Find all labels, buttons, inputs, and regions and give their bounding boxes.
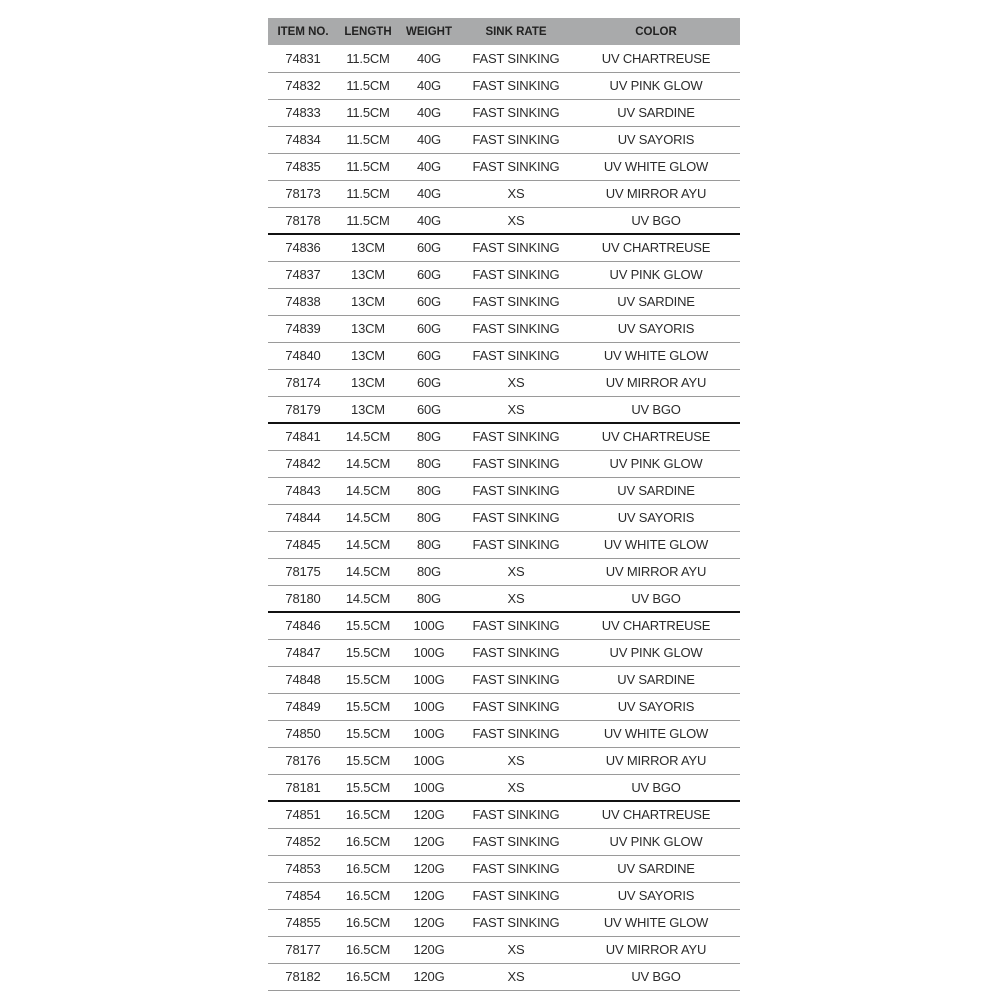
weight-cell: 100G [413,618,445,634]
color-cell: UV SAYORIS [617,888,695,903]
item-no-cell: 74831 [285,50,321,66]
table-row [268,99,740,126]
weight-cell: 80G [417,537,441,552]
table-row [268,855,740,882]
weight-cell: 100G [413,753,445,768]
length-cell: 13CM [351,240,385,256]
weight-cell: 80G [417,510,441,525]
weight-cell: 40G [417,78,441,93]
sink-rate-cell: FAST SINKING [472,645,560,660]
item-no-cell: 74847 [285,645,321,660]
color-cell: UV PINK GLOW [609,267,703,282]
weight-cell: 120G [413,834,445,849]
length-cell: 16.5CM [345,969,391,984]
color-cell: UV SARDINE [617,105,695,120]
table-row [268,234,740,261]
item-no-cell: 74842 [285,456,321,471]
weight-cell: 40G [417,186,441,201]
length-cell: 14.5CM [345,483,391,498]
color-cell: UV MIRROR AYU [605,753,707,768]
sink-rate-cell: FAST SINKING [472,672,560,687]
header-weight: WEIGHT [406,25,452,38]
table-row [268,909,740,936]
sink-rate-cell: XS [507,969,525,984]
table-row [268,531,740,558]
table-row [268,477,740,504]
length-cell: 15.5CM [345,699,391,714]
item-no-cell: 74846 [285,618,321,634]
table-row [268,423,740,450]
sink-rate-cell: XS [507,401,525,417]
length-cell: 15.5CM [345,618,391,634]
color-cell: UV SARDINE [617,861,695,876]
sink-rate-cell: FAST SINKING [472,240,560,256]
length-cell: 14.5CM [345,537,391,552]
sink-rate-cell: XS [507,753,525,768]
weight-cell: 100G [413,672,445,687]
item-no-cell: 78178 [285,212,321,228]
color-cell: UV BGO [631,779,681,795]
item-no-cell: 78179 [285,401,321,417]
weight-cell: 100G [413,779,445,795]
sink-rate-cell: XS [507,590,525,606]
item-no-cell: 74839 [285,321,321,336]
color-cell: UV PINK GLOW [609,456,703,471]
sink-rate-cell: FAST SINKING [472,456,560,471]
item-no-cell: 74840 [285,348,321,363]
sink-rate-cell: XS [507,942,525,957]
sink-rate-cell: FAST SINKING [472,483,560,498]
weight-cell: 120G [413,807,445,823]
table-row [268,585,740,612]
color-cell: UV SAYORIS [617,510,695,525]
table-row [268,153,740,180]
table-row [268,72,740,99]
color-cell: UV CHARTREUSE [601,429,711,445]
weight-cell: 60G [417,348,441,363]
sink-rate-cell: FAST SINKING [472,699,560,714]
item-no-cell: 78174 [285,375,321,390]
table-row [268,288,740,315]
weight-cell: 60G [417,240,441,256]
color-cell: UV BGO [631,212,681,228]
table-row [268,936,740,963]
length-cell: 14.5CM [345,456,391,471]
table-row [268,558,740,585]
item-no-cell: 74848 [285,672,321,687]
color-cell: UV SAYORIS [617,132,695,147]
sink-rate-cell: FAST SINKING [472,537,560,552]
item-no-cell: 74855 [285,915,321,930]
length-cell: 14.5CM [345,590,391,606]
length-cell: 15.5CM [345,672,391,687]
table-row [268,963,740,990]
weight-cell: 120G [413,888,445,903]
sink-rate-cell: FAST SINKING [472,834,560,849]
length-cell: 16.5CM [345,942,391,957]
item-no-cell: 74853 [285,861,321,876]
sink-rate-cell: FAST SINKING [472,267,560,282]
table-row [268,450,740,477]
color-cell: UV WHITE GLOW [603,159,709,174]
table-row [268,666,740,693]
color-cell: UV BGO [631,401,681,417]
length-cell: 11.5CM [346,78,390,93]
sink-rate-cell: XS [507,212,525,228]
length-cell: 14.5CM [345,429,391,445]
sink-rate-cell: XS [507,186,525,201]
color-cell: UV BGO [631,969,681,984]
color-cell: UV MIRROR AYU [605,564,707,579]
weight-cell: 80G [417,590,441,606]
length-cell: 13CM [351,321,385,336]
table-row [268,774,740,801]
weight-cell: 100G [413,645,445,660]
sink-rate-cell: FAST SINKING [472,159,560,174]
sink-rate-cell: FAST SINKING [472,50,560,66]
sink-rate-cell: FAST SINKING [472,915,560,930]
table-row [268,801,740,828]
length-cell: 16.5CM [345,834,391,849]
sink-rate-cell: FAST SINKING [472,807,560,823]
weight-cell: 60G [417,321,441,336]
table-row [268,261,740,288]
item-no-cell: 74833 [285,105,321,120]
weight-cell: 100G [413,726,445,741]
item-no-cell: 74841 [285,429,321,445]
sink-rate-cell: FAST SINKING [472,78,560,93]
header-row [268,18,740,45]
sink-rate-cell: FAST SINKING [472,105,560,120]
table-row [268,180,740,207]
table-row [268,720,740,747]
color-cell: UV MIRROR AYU [605,375,707,390]
color-cell: UV MIRROR AYU [605,186,707,201]
color-cell: UV WHITE GLOW [603,915,709,930]
length-cell: 11.5CM [346,132,390,147]
length-cell: 14.5CM [345,510,391,525]
color-cell: UV WHITE GLOW [603,726,709,741]
weight-cell: 80G [417,564,441,579]
color-cell: UV BGO [631,590,681,606]
sink-rate-cell: FAST SINKING [472,726,560,741]
length-cell: 13CM [351,375,385,390]
color-cell: UV PINK GLOW [609,834,703,849]
length-cell: 13CM [351,294,385,309]
weight-cell: 120G [413,942,445,957]
header-item-no: ITEM NO. [277,25,329,38]
color-cell: UV PINK GLOW [609,78,703,93]
item-no-cell: 74832 [285,78,321,93]
color-cell: UV SARDINE [617,483,695,498]
color-cell: UV SAYORIS [617,321,695,336]
table-row [268,639,740,666]
weight-cell: 40G [417,50,441,66]
header-color: COLOR [635,25,677,38]
table-row [268,396,740,423]
color-cell: UV CHARTREUSE [601,618,711,634]
item-no-cell: 74852 [285,834,321,849]
table-row [268,207,740,234]
sink-rate-cell: FAST SINKING [472,861,560,876]
sink-rate-cell: FAST SINKING [472,294,560,309]
table-row [268,315,740,342]
length-cell: 15.5CM [345,753,391,768]
length-cell: 13CM [351,401,385,417]
weight-cell: 60G [417,294,441,309]
sink-rate-cell: FAST SINKING [472,429,560,445]
color-cell: UV SAYORIS [617,699,695,714]
length-cell: 15.5CM [345,779,391,795]
table-row [268,693,740,720]
item-no-cell: 74851 [285,807,321,823]
item-no-cell: 78176 [285,753,321,768]
table-row [268,126,740,153]
color-cell: UV CHARTREUSE [601,240,711,256]
sink-rate-cell: FAST SINKING [472,348,560,363]
table-row [268,612,740,639]
table-row [268,882,740,909]
item-no-cell: 74834 [285,132,321,147]
item-no-cell: 78177 [285,942,321,957]
color-cell: UV WHITE GLOW [603,537,709,552]
color-cell: UV CHARTREUSE [601,807,711,823]
sink-rate-cell: FAST SINKING [472,888,560,903]
item-no-cell: 74836 [285,240,321,256]
table-row [268,369,740,396]
item-no-cell: 74837 [285,267,321,282]
item-no-cell: 78181 [285,779,321,795]
table-header [268,18,740,45]
sink-rate-cell: FAST SINKING [472,510,560,525]
item-no-cell: 74849 [285,699,321,714]
length-cell: 11.5CM [346,105,390,120]
color-cell: UV MIRROR AYU [605,942,707,957]
length-cell: 15.5CM [345,726,391,741]
length-cell: 16.5CM [345,915,391,930]
color-cell: UV CHARTREUSE [601,50,711,66]
length-cell: 11.5CM [346,159,390,174]
header-sink-rate: SINK RATE [485,25,547,38]
weight-cell: 120G [413,969,445,984]
sink-rate-cell: XS [507,779,525,795]
item-no-cell: 74844 [285,510,321,525]
sink-rate-cell: FAST SINKING [472,132,560,147]
weight-cell: 120G [413,861,445,876]
item-no-cell: 74835 [285,159,321,174]
weight-cell: 60G [417,267,441,282]
weight-cell: 80G [417,429,441,445]
table-row [268,45,740,72]
weight-cell: 100G [413,699,445,714]
item-no-cell: 78182 [285,969,321,984]
weight-cell: 120G [413,915,445,930]
length-cell: 14.5CM [345,564,391,579]
length-cell: 15.5CM [345,645,391,660]
length-cell: 11.5CM [346,212,390,228]
length-cell: 13CM [351,267,385,282]
table-row [268,504,740,531]
weight-cell: 40G [417,212,441,228]
item-no-cell: 74843 [285,483,321,498]
item-no-cell: 74854 [285,888,321,903]
table-body [268,45,740,990]
length-cell: 11.5CM [346,186,390,201]
item-no-cell: 74845 [285,537,321,552]
weight-cell: 60G [417,375,441,390]
sink-rate-cell: FAST SINKING [472,321,560,336]
weight-cell: 40G [417,159,441,174]
weight-cell: 40G [417,132,441,147]
length-cell: 13CM [351,348,385,363]
item-no-cell: 78180 [285,590,321,606]
color-cell: UV WHITE GLOW [603,348,709,363]
item-no-cell: 78173 [285,186,321,201]
spec-table [268,18,740,991]
sink-rate-cell: XS [507,375,525,390]
length-cell: 16.5CM [345,861,391,876]
length-cell: 16.5CM [345,888,391,903]
table-row [268,342,740,369]
item-no-cell: 78175 [285,564,321,579]
weight-cell: 60G [417,401,441,417]
table-row [268,828,740,855]
color-cell: UV SARDINE [617,294,695,309]
item-no-cell: 74838 [285,294,321,309]
table-row [268,747,740,774]
header-length: LENGTH [344,25,392,38]
weight-cell: 80G [417,456,441,471]
sink-rate-cell: FAST SINKING [472,618,560,634]
color-cell: UV PINK GLOW [609,645,703,660]
weight-cell: 80G [417,483,441,498]
color-cell: UV SARDINE [617,672,695,687]
length-cell: 16.5CM [345,807,391,823]
length-cell: 11.5CM [346,50,390,66]
sink-rate-cell: XS [507,564,525,579]
weight-cell: 40G [417,105,441,120]
item-no-cell: 74850 [285,726,321,741]
